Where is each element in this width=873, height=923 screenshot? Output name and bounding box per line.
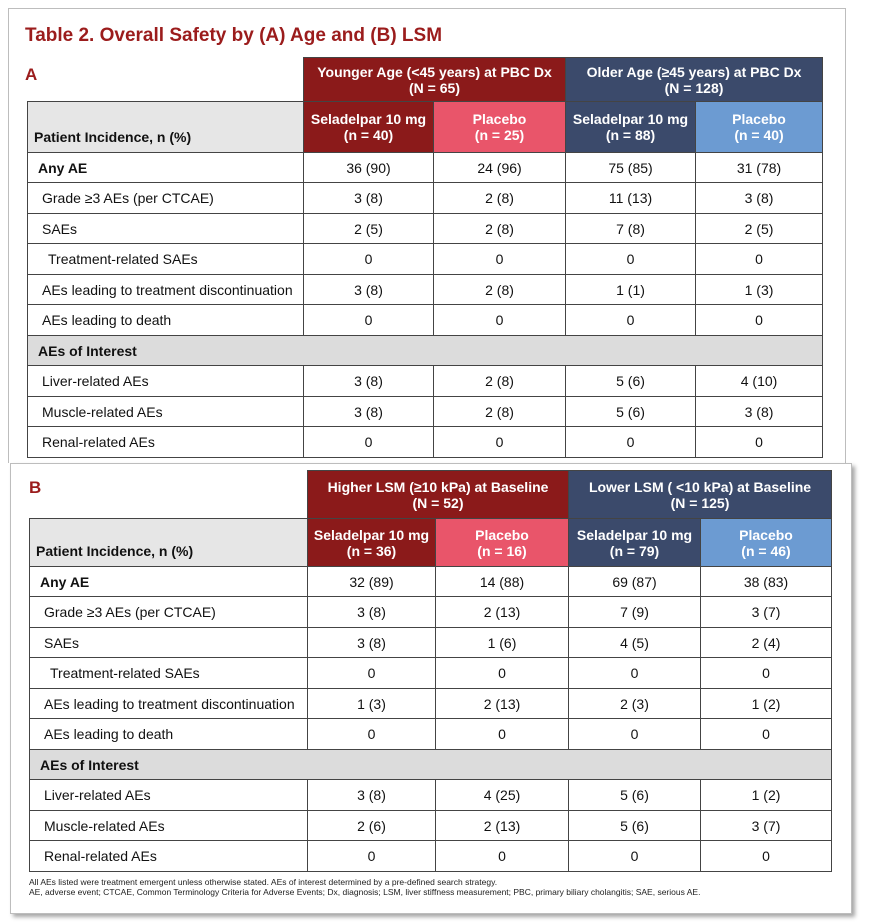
col-header-label: Seladelpar 10 mg — [310, 111, 427, 127]
cell-value: 0 — [566, 305, 696, 336]
cell-value: 0 — [308, 719, 436, 750]
table-row — [30, 597, 832, 628]
group-header-younger — [304, 58, 566, 102]
table-row — [28, 397, 823, 427]
panel-a — [8, 8, 846, 463]
cell-value: 0 — [701, 719, 832, 750]
table-row — [28, 427, 823, 458]
table-row — [30, 567, 832, 597]
col-header-n: (n = 88) — [605, 127, 656, 143]
safety-table-age — [27, 57, 823, 458]
row-label: AEs leading to death — [30, 719, 308, 750]
group-header-older-n: (N = 128) — [664, 79, 724, 96]
cell-value: 2 (8) — [434, 366, 566, 397]
group-header-younger-label: Younger Age (<45 years) at PBC Dx — [317, 63, 552, 80]
cell-value: 32 (89) — [308, 567, 436, 597]
cell-value: 1 (3) — [308, 689, 436, 719]
row-label: Muscle-related AEs — [28, 397, 304, 427]
cell-value: 4 (10) — [696, 366, 823, 397]
row-header: Patient Incidence, n (%) — [28, 102, 304, 153]
col-header-label: Placebo — [739, 526, 793, 543]
cell-value: 0 — [566, 427, 696, 458]
cell-value: 0 — [696, 427, 823, 458]
cell-value: 0 — [304, 244, 434, 275]
table-row — [30, 811, 832, 841]
cell-value: 3 (8) — [308, 597, 436, 628]
panel-letter-b: B — [29, 478, 42, 497]
cell-value: 24 (96) — [434, 153, 566, 183]
cell-value: 5 (6) — [566, 397, 696, 427]
group-header-older-label: Older Age (≥45 years) at PBC Dx — [586, 63, 802, 80]
cell-value: 0 — [569, 719, 701, 750]
cell-value: 3 (8) — [304, 397, 434, 427]
row-label: AEs leading to treatment discontinuation — [28, 275, 304, 305]
cell-value: 3 (7) — [701, 597, 832, 628]
cell-value: 31 (78) — [696, 153, 823, 183]
col-header-n: (n = 36) — [346, 542, 397, 559]
cell-value: 0 — [696, 244, 823, 275]
cell-value: 2 (13) — [436, 597, 569, 628]
safety-table-lsm — [29, 470, 832, 872]
row-label: Liver-related AEs — [30, 780, 308, 811]
table-row — [30, 719, 832, 750]
group-header-lower-lsm-n: (N = 125) — [670, 494, 730, 511]
table-row — [28, 366, 823, 397]
cell-value: 2 (8) — [434, 183, 566, 214]
cell-value: 0 — [308, 658, 436, 689]
cell-value: 3 (8) — [696, 183, 823, 214]
row-label: Liver-related AEs — [28, 366, 304, 397]
col-header-placebo — [434, 102, 566, 153]
cell-value: 0 — [701, 841, 832, 872]
cell-value: 2 (5) — [304, 214, 434, 244]
cell-value: 0 — [436, 719, 569, 750]
cell-value: 1 (1) — [566, 275, 696, 305]
table-row — [30, 841, 832, 872]
group-header-older — [566, 58, 823, 102]
group-header-lower-lsm — [569, 471, 832, 519]
cell-value: 3 (8) — [696, 397, 823, 427]
row-label: Treatment-related SAEs — [30, 658, 308, 689]
col-header-n: (n = 25) — [474, 127, 525, 143]
cell-value: 0 — [436, 841, 569, 872]
col-header-seladelpar — [566, 102, 696, 153]
cell-value: 1 (6) — [436, 628, 569, 658]
row-label: SAEs — [30, 628, 308, 658]
cell-value: 2 (8) — [434, 214, 566, 244]
section-label: AEs of Interest — [28, 336, 823, 366]
cell-value: 75 (85) — [566, 153, 696, 183]
row-label: Any AE — [30, 567, 308, 597]
table-row — [28, 153, 823, 183]
group-header-higher-lsm — [308, 471, 569, 519]
row-label: Renal-related AEs — [30, 841, 308, 872]
cell-value: 3 (8) — [304, 183, 434, 214]
cell-value: 0 — [434, 305, 566, 336]
col-header-n: (n = 46) — [741, 542, 791, 559]
col-header-n: (n = 40) — [734, 127, 784, 143]
cell-value: 2 (13) — [436, 689, 569, 719]
row-label: Renal-related AEs — [28, 427, 304, 458]
cell-value: 2 (6) — [308, 811, 436, 841]
row-label: Grade ≥3 AEs (per CTCAE) — [28, 183, 304, 214]
cell-value: 3 (8) — [308, 780, 436, 811]
col-header-label: Placebo — [472, 111, 527, 127]
col-header-n: (n = 79) — [609, 542, 660, 559]
cell-value: 38 (83) — [701, 567, 832, 597]
cell-value: 4 (25) — [436, 780, 569, 811]
cell-value: 5 (6) — [569, 811, 701, 841]
col-header-label: Seladelpar 10 mg — [572, 111, 689, 127]
col-header-placebo — [701, 519, 832, 567]
cell-value: 0 — [436, 658, 569, 689]
row-label: SAEs — [28, 214, 304, 244]
row-label: AEs leading to treatment discontinuation — [30, 689, 308, 719]
row-header: Patient Incidence, n (%) — [30, 519, 308, 567]
row-label: Muscle-related AEs — [30, 811, 308, 841]
footnote-line-1: All AEs listed were treatment emergent unless otherwise stated. AEs of interest determined by a pre-defined search strategy. — [29, 877, 498, 887]
cell-value: 3 (8) — [308, 628, 436, 658]
cell-value: 2 (13) — [436, 811, 569, 841]
cell-value: 0 — [308, 841, 436, 872]
group-header-younger-n: (N = 65) — [409, 79, 460, 96]
col-header-n: (n = 40) — [343, 127, 394, 143]
table-row — [30, 780, 832, 811]
col-header-seladelpar — [569, 519, 701, 567]
cell-value: 0 — [569, 658, 701, 689]
col-header-label: Placebo — [732, 111, 786, 127]
row-label: Any AE — [28, 153, 304, 183]
footnote-line-2: AE, adverse event; CTCAE, Common Terminology Criteria for Adverse Events; Dx, diagnosis; LSM, liver stiffness measurement; PBC, primary biliary cholangitis; SAE, serious AE. — [29, 887, 701, 897]
table-row — [28, 275, 823, 305]
col-header-placebo — [436, 519, 569, 567]
cell-value: 0 — [434, 244, 566, 275]
col-header-label: Placebo — [475, 526, 529, 543]
table-title: Table 2. Overall Safety by (A) Age and (B) LSM — [25, 25, 443, 46]
cell-value: 0 — [304, 427, 434, 458]
cell-value: 0 — [304, 305, 434, 336]
col-header-label: Seladelpar 10 mg — [313, 526, 430, 543]
group-header-higher-lsm-n: (N = 52) — [412, 494, 464, 511]
cell-value: 2 (8) — [434, 397, 566, 427]
table-row — [30, 689, 832, 719]
cell-value: 4 (5) — [569, 628, 701, 658]
cell-value: 2 (8) — [434, 275, 566, 305]
row-label: Grade ≥3 AEs (per CTCAE) — [30, 597, 308, 628]
col-header-placebo — [696, 102, 823, 153]
col-header-n: (n = 16) — [477, 542, 527, 559]
cell-value: 3 (8) — [304, 275, 434, 305]
panel-b — [10, 463, 852, 914]
row-label: AEs leading to death — [28, 305, 304, 336]
panel-letter-a: A — [25, 65, 38, 84]
col-header-label: Seladelpar 10 mg — [576, 526, 693, 543]
section-label: AEs of Interest — [30, 750, 832, 780]
cell-value: 0 — [701, 658, 832, 689]
cell-value: 14 (88) — [436, 567, 569, 597]
cell-value: 2 (3) — [569, 689, 701, 719]
cell-value: 3 (8) — [304, 366, 434, 397]
table-row — [30, 658, 832, 689]
cell-value: 2 (4) — [701, 628, 832, 658]
cell-value: 5 (6) — [566, 366, 696, 397]
group-header-lower-lsm-label: Lower LSM ( <10 kPa) at Baseline — [588, 478, 812, 495]
cell-value: 7 (9) — [569, 597, 701, 628]
table-row — [28, 214, 823, 244]
cell-value: 0 — [566, 244, 696, 275]
cell-value: 0 — [696, 305, 823, 336]
row-label: Treatment-related SAEs — [28, 244, 304, 275]
col-header-seladelpar — [308, 519, 436, 567]
cell-value: 5 (6) — [569, 780, 701, 811]
cell-value: 69 (87) — [569, 567, 701, 597]
table-row — [28, 244, 823, 275]
group-header-higher-lsm-label: Higher LSM (≥10 kPa) at Baseline — [327, 478, 549, 495]
cell-value: 7 (8) — [566, 214, 696, 244]
col-header-seladelpar — [304, 102, 434, 153]
cell-value: 1 (2) — [701, 689, 832, 719]
section-row — [28, 336, 823, 366]
table-row — [28, 305, 823, 336]
table-row — [30, 628, 832, 658]
cell-value: 1 (2) — [701, 780, 832, 811]
cell-value: 0 — [569, 841, 701, 872]
cell-value: 3 (7) — [701, 811, 832, 841]
cell-value: 0 — [434, 427, 566, 458]
cell-value: 11 (13) — [566, 183, 696, 214]
table-row — [28, 183, 823, 214]
section-row — [30, 750, 832, 780]
cell-value: 2 (5) — [696, 214, 823, 244]
cell-value: 1 (3) — [696, 275, 823, 305]
cell-value: 36 (90) — [304, 153, 434, 183]
